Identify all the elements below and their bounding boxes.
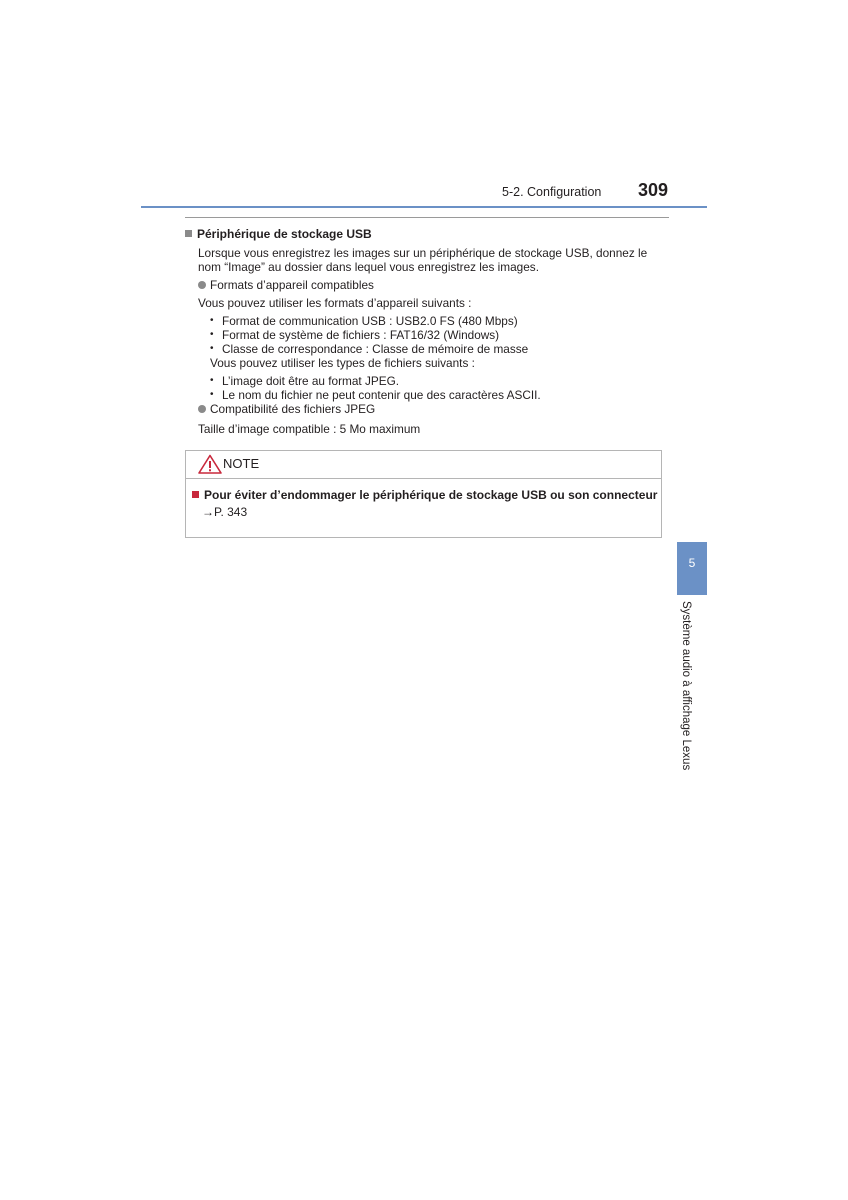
header-rule — [141, 206, 707, 208]
jpeg-heading — [185, 402, 665, 416]
jpeg-size-text: Taille d’image compatible : 5 Mo maximum — [198, 422, 421, 436]
square-bullet-icon — [185, 230, 192, 237]
list-item-text: L’image doit être au format JPEG. — [222, 374, 400, 388]
list-item-text: Format de système de fichiers : FAT16/32 (Windows) — [222, 328, 500, 342]
bullet-icon: • — [210, 375, 214, 386]
chapter-label: Système audio à affichage Lexus — [680, 601, 692, 771]
header-section: 5-2. Configuration — [502, 185, 602, 199]
circle-bullet-icon — [198, 405, 206, 413]
square-bullet-icon — [192, 491, 199, 498]
warning-triangle-icon — [198, 454, 222, 474]
circle-bullet-icon — [198, 281, 206, 289]
intro-line: Lorsque vous enregistrez les images sur un périphérique de stockage USB, donnez le — [198, 246, 648, 260]
formats-heading — [185, 278, 665, 292]
main-content — [185, 227, 665, 436]
formats-lead: Vous pouvez utiliser les formats d’appareil suivants : — [198, 296, 472, 310]
formats-heading-text: Formats d’appareil compatibles — [210, 278, 374, 292]
list-item — [209, 314, 665, 328]
list-item-text: Format de communication USB : USB2.0 FS (480 Mbps) — [222, 314, 518, 328]
section-heading — [185, 227, 665, 241]
intro-paragraph — [185, 246, 665, 274]
chapter-number: 5 — [688, 556, 696, 570]
page-reference-link[interactable]: →P. 343 — [202, 505, 248, 519]
note-heading — [192, 487, 661, 504]
list-item — [209, 388, 665, 402]
bullet-icon: • — [210, 329, 214, 340]
types-list — [185, 374, 665, 402]
types-lead: Vous pouvez utiliser les types de fichiers suivants : — [210, 356, 475, 370]
jpeg-heading-text: Compatibilité des fichiers JPEG — [210, 402, 376, 416]
list-item — [209, 342, 665, 356]
note-label: NOTE — [223, 456, 260, 471]
chapter-tab[interactable] — [677, 542, 707, 595]
note-header — [186, 451, 661, 479]
list-item — [209, 374, 665, 388]
note-box — [185, 450, 662, 538]
content-rule — [185, 217, 669, 218]
bullet-icon: • — [210, 343, 214, 354]
formats-list — [185, 314, 665, 356]
intro-line: nom “Image” au dossier dans lequel vous enregistrez les images. — [198, 260, 539, 274]
note-body — [186, 479, 661, 521]
section-title: Périphérique de stockage USB — [197, 227, 372, 241]
bullet-icon: • — [210, 315, 214, 326]
page-number: 309 — [638, 180, 669, 200]
list-item — [209, 328, 665, 342]
list-item-text: Classe de correspondance : Classe de mémoire de masse — [222, 342, 529, 356]
note-heading-text: Pour éviter d’endommager le périphérique de stockage USB ou son connecteur — [204, 488, 658, 502]
list-item-text: Le nom du fichier ne peut contenir que des caractères ASCII. — [222, 388, 541, 402]
bullet-icon: • — [210, 389, 214, 400]
